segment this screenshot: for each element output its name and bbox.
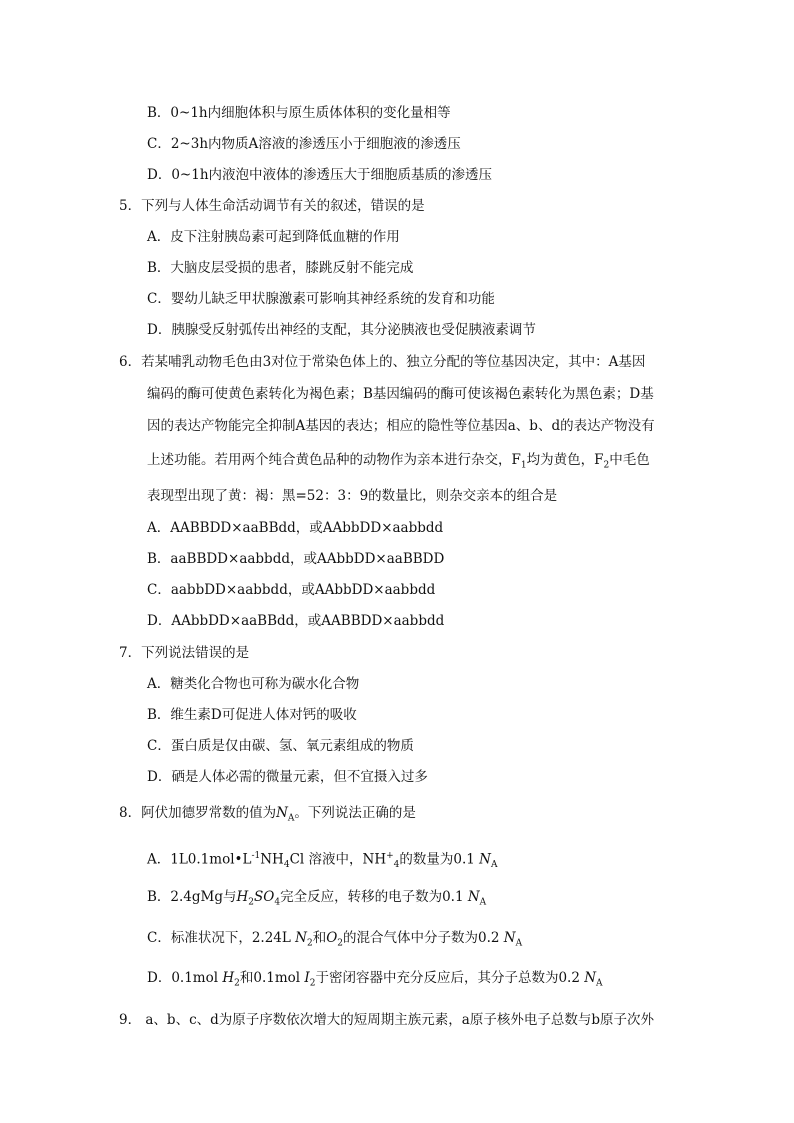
q5-option-b: B．大脑皮层受损的患者，膝跳反射不能完成 [147,260,414,276]
q4-option-d: D．0~1h内液泡中液体的渗透压大于细胞质基质的渗透压 [147,167,493,183]
q8-na-symbol: N [276,805,288,821]
q8-d-sub-2b: 2 [309,978,316,989]
q8-b-sub-2: 2 [248,897,255,908]
q8-a-part-1: A．1L0.1mol•L [147,851,252,868]
q7-option-c: C．蛋白质是仅由碳、氢、氧元素组成的物质 [147,738,414,754]
q8-na-subscript: A [287,813,295,824]
q5-stem: 5．下列与人体生命活动调节有关的叙述，错误的是 [119,198,425,214]
q8-d-part-2: 和0.1mol [239,970,305,986]
q8-c-sub-2b: 2 [337,938,344,949]
q6-stem-line-2: 编码的酶可使黄色素转化为褐色素；B基因编码的酶可使该褐色素转化为黑色素；D基 [147,386,654,402]
q8-b-so: SO [254,889,275,905]
q7-stem: 7．下列说法错误的是 [119,645,250,661]
q6-stem-line-3: 因的表达产物能完全抑制A基因的表达；相应的隐性等位基因a、b、d的表达产物没有 [147,418,655,434]
q8-d-part-1: D．0.1mol [147,970,223,986]
q8-b-part-1: B．2.4gMg与 [147,889,237,905]
q8-c-n: N [295,930,307,946]
q8-stem-part-b: 。下列说法正确的是 [294,805,416,821]
q4-option-b: B．0~1h内细胞体积与原生质体体积的变化量相等 [147,105,451,121]
q8-c-part-1: C．标准状况下，2.24L [147,930,291,946]
q8-b-na: N [467,889,480,905]
q8-c-part-3: 的混合气体中分子数为0.2 [343,930,500,946]
q8-stem-part-a: 8．阿伏加德罗常数的值为 [119,805,277,821]
q8-a-subscript-4: 4 [283,860,290,871]
q5-option-c: C．婴幼儿缺乏甲状腺激素可影响其神经系统的发育和功能 [147,291,495,307]
q8-a-superscript-minus1: -1 [251,851,261,861]
q7-option-b: B．维生素D可促进人体对钙的吸收 [147,707,357,723]
q8-a-part-4: 的数量为0.1 [399,851,475,868]
q8-c-na-sub: A [515,938,523,949]
q8-c-na: N [503,930,516,946]
q8-b-part-2: 完全反应，转移的电子数为0.1 [280,889,464,905]
q8-option-c [147,928,522,954]
q6-f1-subscript: 1 [520,460,527,471]
q6-f2-subscript: 2 [603,460,610,471]
q8-option-a [147,846,497,875]
q8-d-i: I [304,970,310,986]
q8-b-na-sub: A [479,897,487,908]
q8-a-subscript-4b: 4 [393,860,400,871]
q8-d-na-sub: A [596,978,603,989]
q7-option-d: D．硒是人体必需的微量元素，但不宜摄入过多 [147,769,428,785]
q6-option-b: B．aaBBDD×aabbdd，或AAbbDD×aaBBDD [147,551,445,567]
q8-stem [119,803,416,829]
q6-line4-part-a: 上述功能。若用两个纯合黄色品种的动物作为亲本进行杂交，F [147,452,521,468]
q4-option-c: C．2~3h内物质A溶液的渗透压小于细胞液的渗透压 [147,136,461,152]
q5-option-d: D．胰腺受反射弧传出神经的支配，其分泌胰液也受促胰液素调节 [147,322,536,338]
q6-stem-line-5: 表现型出现了黄：褐：黑=52：3：9的数量比，则杂交亲本的组合是 [147,488,558,504]
q8-d-part-3: 于密闭容器中充分反应后，其分子总数为0.2 [315,970,580,986]
q8-d-h: H [222,970,235,986]
q6-option-c: C．aabbDD×aabbdd，或AAbbDD×aabbdd [147,582,436,598]
q8-a-na: N [479,851,491,868]
q6-option-d: D．AAbbDD×aaBBdd，或AABBDD×aabbdd [147,613,445,629]
q9-stem: 9． a、b、c、d为原子序数依次增大的短周期主族元素，a原子核外电子总数与b原子次外 [119,1012,654,1028]
q8-b-h: H [236,889,249,905]
q6-line4-part-c: 中毛色 [609,452,650,468]
q8-d-na: N [584,970,597,986]
q8-option-d [147,968,603,994]
q8-a-part-2: NH [260,851,284,868]
q6-stem-line-4 [147,450,650,476]
q8-c-part-2: 和 [312,930,327,946]
q6-stem-line-1: 6．若某哺乳动物毛色由3对位于常染色体上的、独立分配的等位基因决定，其中：A基因 [119,354,646,370]
q5-option-a: A．皮下注射胰岛素可起到降低血糖的作用 [147,229,400,245]
q6-option-a: A．AABBDD×aaBBdd，或AAbbDD×aabbdd [147,520,444,536]
q8-d-sub-2: 2 [234,978,240,989]
q6-line4-part-b: 均为黄色，F [526,452,604,468]
q8-c-sub-2: 2 [306,938,313,949]
q7-option-a: A．糖类化合物也可称为碳水化合物 [147,676,360,692]
q8-b-sub-4: 4 [274,897,281,908]
q8-a-superscript-plus: + [386,851,394,861]
q8-a-part-3: Cl 溶液中，NH [289,851,387,868]
q8-c-o: O [326,930,338,946]
q8-option-b [147,887,486,913]
q8-a-na-sub: A [490,860,498,871]
